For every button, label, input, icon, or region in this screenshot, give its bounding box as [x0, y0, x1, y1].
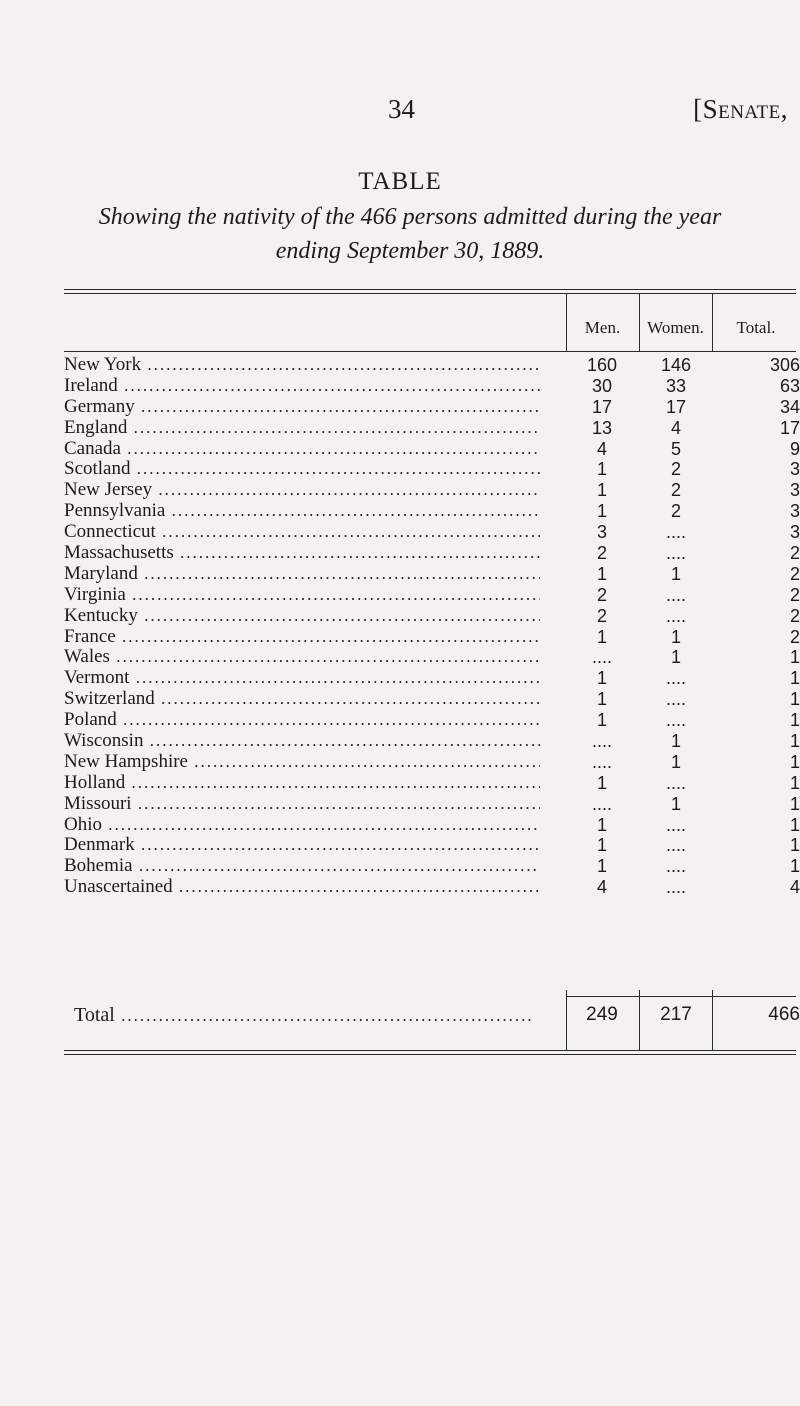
row-total-count: 1 — [789, 856, 800, 877]
row-women-count: 33 — [665, 375, 687, 396]
subtitle-line-1: Showing the nativity of the 466 persons admitted during the year — [98, 204, 722, 230]
table-top-rule-inner — [64, 293, 796, 294]
row-place-name: Maryland ..... — [64, 564, 540, 585]
row-total-count: 2 — [789, 584, 800, 605]
row-place-name: Canada ..... — [64, 439, 540, 460]
table-row — [64, 710, 800, 731]
row-total-count: 1 — [789, 668, 800, 689]
row-men-count: 13 — [591, 417, 613, 438]
table-subtitle — [40, 200, 780, 268]
row-men-count: 1 — [596, 772, 607, 793]
row-place-name: Wisconsin ..... — [64, 731, 540, 752]
row-total-count: 1 — [789, 793, 800, 814]
table-row — [64, 522, 800, 543]
row-women-count: 1 — [670, 751, 681, 772]
row-men-count: 1 — [596, 814, 607, 835]
row-men-count: 1 — [596, 626, 607, 647]
row-total-count: 1 — [789, 772, 800, 793]
total-women: 217 — [660, 1004, 692, 1025]
row-men-count: 4 — [596, 438, 607, 459]
row-total-count: 3 — [789, 480, 800, 501]
table-row — [64, 689, 800, 710]
row-place-name: Unascertained ..... — [64, 877, 540, 898]
row-women-count: .... — [665, 877, 686, 898]
table-row — [64, 501, 800, 522]
row-men-count: 30 — [591, 375, 613, 396]
row-women-count: .... — [665, 814, 686, 835]
row-women-count: .... — [665, 584, 686, 605]
row-men-count: .... — [591, 731, 612, 752]
row-men-count: .... — [591, 793, 612, 814]
row-women-count: 146 — [660, 355, 692, 375]
row-men-count: .... — [591, 751, 612, 772]
page-header — [0, 94, 800, 124]
table-top-rule — [64, 289, 796, 290]
row-total-count: 1 — [789, 710, 800, 731]
column-header-total: Total. — [736, 318, 776, 337]
row-place-name: Denmark ..... — [64, 835, 540, 856]
row-place-name: Massachusetts ..... — [64, 543, 540, 564]
row-place-name: Scotland ..... — [64, 459, 540, 480]
row-total-count: 2 — [789, 543, 800, 564]
table-row — [64, 418, 800, 439]
table-row — [64, 794, 800, 815]
row-men-count: 2 — [596, 584, 607, 605]
row-men-count: 17 — [591, 396, 613, 417]
table-row — [64, 856, 800, 877]
row-place-name: Virginia ..... — [64, 585, 540, 606]
table-bottom-rule — [64, 1050, 796, 1051]
row-men-count: 1 — [596, 480, 607, 501]
row-total-count: 3 — [789, 522, 800, 543]
table-row — [64, 459, 800, 480]
row-total-count: 306 — [769, 355, 800, 375]
table-row — [64, 439, 800, 460]
table-row — [64, 815, 800, 836]
table-row — [64, 835, 800, 856]
row-women-count: .... — [665, 668, 686, 689]
row-total-count: 1 — [789, 814, 800, 835]
table-row — [64, 647, 800, 668]
row-women-count: 1 — [670, 647, 681, 668]
row-men-count: 2 — [596, 605, 607, 626]
row-place-name: Connecticut ..... — [64, 522, 540, 543]
row-women-count: 2 — [670, 459, 681, 480]
row-place-name: Kentucky ..... — [64, 606, 540, 627]
total-upper-rule — [566, 996, 796, 997]
row-place-name: Bohemia ..... — [64, 856, 540, 877]
row-place-name: Ohio ..... — [64, 815, 540, 836]
row-total-count: 1 — [789, 751, 800, 772]
column-header-men: Men. — [584, 318, 621, 337]
row-total-count: 2 — [789, 605, 800, 626]
table-row — [64, 585, 800, 606]
row-women-count: 4 — [670, 417, 681, 438]
row-place-name: Ireland ..... — [64, 376, 540, 397]
table-body — [64, 355, 800, 898]
table-row — [64, 606, 800, 627]
total-row — [64, 1001, 800, 1029]
table-row — [64, 752, 800, 773]
row-women-count: .... — [665, 543, 686, 564]
row-total-count: 3 — [789, 459, 800, 480]
table-row — [64, 376, 800, 397]
row-total-count: 1 — [789, 647, 800, 668]
row-place-name: Holland ..... — [64, 773, 540, 794]
row-men-count: 1 — [596, 668, 607, 689]
row-women-count: 1 — [670, 793, 681, 814]
row-men-count: 1 — [596, 835, 607, 856]
header-bottom-rule — [64, 351, 796, 352]
row-women-count: 2 — [670, 480, 681, 501]
row-total-count: 63 — [779, 375, 800, 396]
row-place-name: Switzerland ..... — [64, 689, 540, 710]
row-men-count: 4 — [596, 877, 607, 898]
row-men-count: 1 — [596, 689, 607, 710]
row-total-count: 34 — [779, 396, 800, 417]
row-total-count: 2 — [789, 626, 800, 647]
row-men-count: 1 — [596, 710, 607, 731]
row-total-count: 17 — [779, 417, 800, 438]
row-place-name: Vermont ..... — [64, 668, 540, 689]
table-heading: TABLE — [358, 168, 442, 195]
row-place-name: Poland ..... — [64, 710, 540, 731]
table-row — [64, 627, 800, 648]
row-women-count: 1 — [670, 626, 681, 647]
table-row — [64, 355, 800, 376]
table-row — [64, 773, 800, 794]
row-men-count: 2 — [596, 543, 607, 564]
row-men-count: .... — [591, 647, 612, 668]
row-place-name: Germany ..... — [64, 397, 540, 418]
table-row — [64, 564, 800, 585]
table-row — [64, 668, 800, 689]
table-row — [64, 480, 800, 501]
row-women-count: 17 — [665, 396, 687, 417]
total-label: Total ..... — [74, 1001, 534, 1030]
row-women-count: .... — [665, 605, 686, 626]
row-total-count: 1 — [789, 731, 800, 752]
row-place-name: France ..... — [64, 627, 540, 648]
row-place-name: New Hampshire ..... — [64, 752, 540, 773]
row-women-count: 5 — [670, 438, 681, 459]
row-total-count: 1 — [789, 689, 800, 710]
row-women-count: .... — [665, 522, 686, 543]
total-total: 466 — [768, 1004, 800, 1025]
row-place-name: Wales ..... — [64, 647, 540, 668]
row-women-count: .... — [665, 772, 686, 793]
row-total-count: 4 — [789, 877, 800, 898]
row-men-count: 1 — [596, 501, 607, 522]
row-total-count: 3 — [789, 501, 800, 522]
row-men-count: 1 — [596, 563, 607, 584]
row-total-count: 9 — [789, 438, 800, 459]
row-women-count: 1 — [670, 563, 681, 584]
row-place-name: Pennsylvania ..... — [64, 501, 540, 522]
row-men-count: 160 — [586, 355, 618, 375]
row-total-count: 2 — [789, 563, 800, 584]
row-place-name: Missouri ..... — [64, 794, 540, 815]
table-row — [64, 731, 800, 752]
section-label: [Senate, — [693, 94, 788, 124]
row-women-count: .... — [665, 710, 686, 731]
page-number: 34 — [388, 94, 415, 124]
row-place-name: England ..... — [64, 418, 540, 439]
row-women-count: 2 — [670, 501, 681, 522]
row-women-count: 1 — [670, 731, 681, 752]
subtitle-line-2: ending September 30, 1889. — [275, 238, 545, 264]
row-place-name: New Jersey ..... — [64, 480, 540, 501]
row-men-count: 3 — [596, 522, 607, 543]
total-men: 249 — [586, 1004, 618, 1025]
table-bottom-rule-inner — [64, 1054, 796, 1055]
row-men-count: 1 — [596, 856, 607, 877]
table-row — [64, 877, 800, 898]
column-header-women: Women. — [647, 318, 704, 337]
table-row — [64, 543, 800, 564]
row-men-count: 1 — [596, 459, 607, 480]
row-place-name: New York ..... — [64, 355, 540, 376]
row-women-count: .... — [665, 689, 686, 710]
table-row — [64, 397, 800, 418]
row-total-count: 1 — [789, 835, 800, 856]
row-women-count: .... — [665, 856, 686, 877]
row-women-count: .... — [665, 835, 686, 856]
